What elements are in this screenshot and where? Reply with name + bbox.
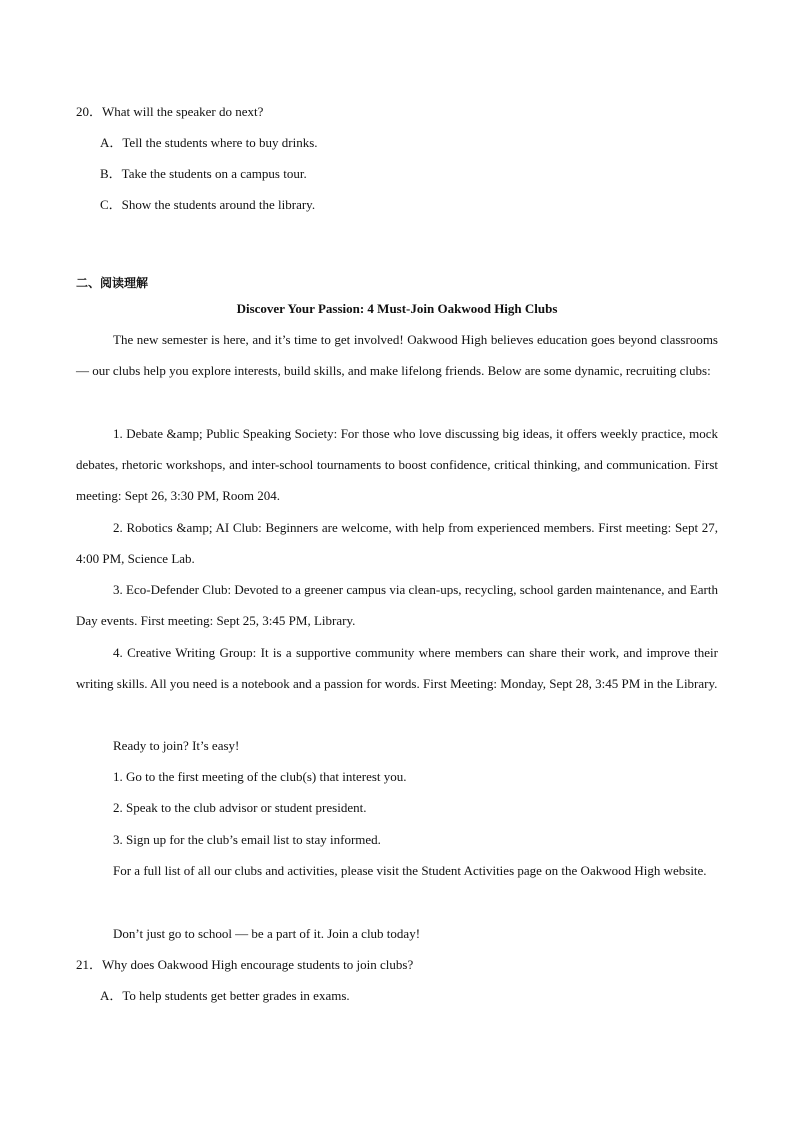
join-step-3: 3. Sign up for the club’s email list to stay informed.: [113, 832, 381, 847]
club-eco-paragraph: 3. Eco-Defender Club: Devoted to a greener campus via clean-ups, recycling, school garden maintenance, and Earth Day events. First meeting: Sept 25, 3:45 PM, Library.: [76, 582, 718, 628]
question-20-option-b: B．Take the students on a campus tour.: [100, 166, 307, 181]
article-title: Discover Your Passion: 4 Must-Join Oakwood High Clubs: [236, 301, 558, 316]
club-robotics-paragraph: 2. Robotics &amp; AI Club: Beginners are welcome, with help from experienced members. First meeting: Sept 27, 4:00 PM, Science Lab.: [76, 520, 718, 566]
question-20-stem: 20．What will the speaker do next?: [76, 104, 264, 119]
question-20-option-c: C．Show the students around the library.: [100, 197, 316, 212]
article-intro-paragraph: The new semester is here, and it’s time to get involved! Oakwood High believes education goes beyond classrooms — our clubs help you explore interests, build skills, and make lifelong friends. Below are some dynamic, recruiting clubs:: [76, 332, 718, 378]
join-step-2: 2. Speak to the club advisor or student president.: [113, 800, 367, 815]
question-20-option-a: A．Tell the students where to buy drinks.: [100, 135, 318, 150]
join-step-1: 1. Go to the first meeting of the club(s) that interest you.: [113, 769, 407, 784]
section-title: 二、阅读理解: [76, 276, 149, 290]
ready-to-join-text: Ready to join? It’s easy!: [113, 738, 240, 753]
full-list-paragraph: For a full list of all our clubs and activities, please visit the Student Activities page on the Oakwood High website.: [113, 863, 707, 878]
club-debate-paragraph: 1. Debate &amp; Public Speaking Society: For those who love discussing big ideas, it offers weekly practice, mock debates, rhetoric workshops, and inter-school tournaments to boost confidence, critical thinking, and communication. First meeting: Sept 26, 3:30 PM, Room 204.: [76, 426, 718, 503]
closing-text: Don’t just go to school — be a part of it. Join a club today!: [113, 926, 421, 941]
question-21-option-a: A．To help students get better grades in exams.: [100, 988, 350, 1003]
club-writing-paragraph: 4. Creative Writing Group: It is a supportive community where members can share their work, and improve their writing skills. All you need is a notebook and a passion for words. First Meeting: Monday, Sept 28, 3:45 PM in the Library.: [76, 645, 718, 691]
question-21-stem: 21．Why does Oakwood High encourage students to join clubs?: [76, 957, 414, 972]
